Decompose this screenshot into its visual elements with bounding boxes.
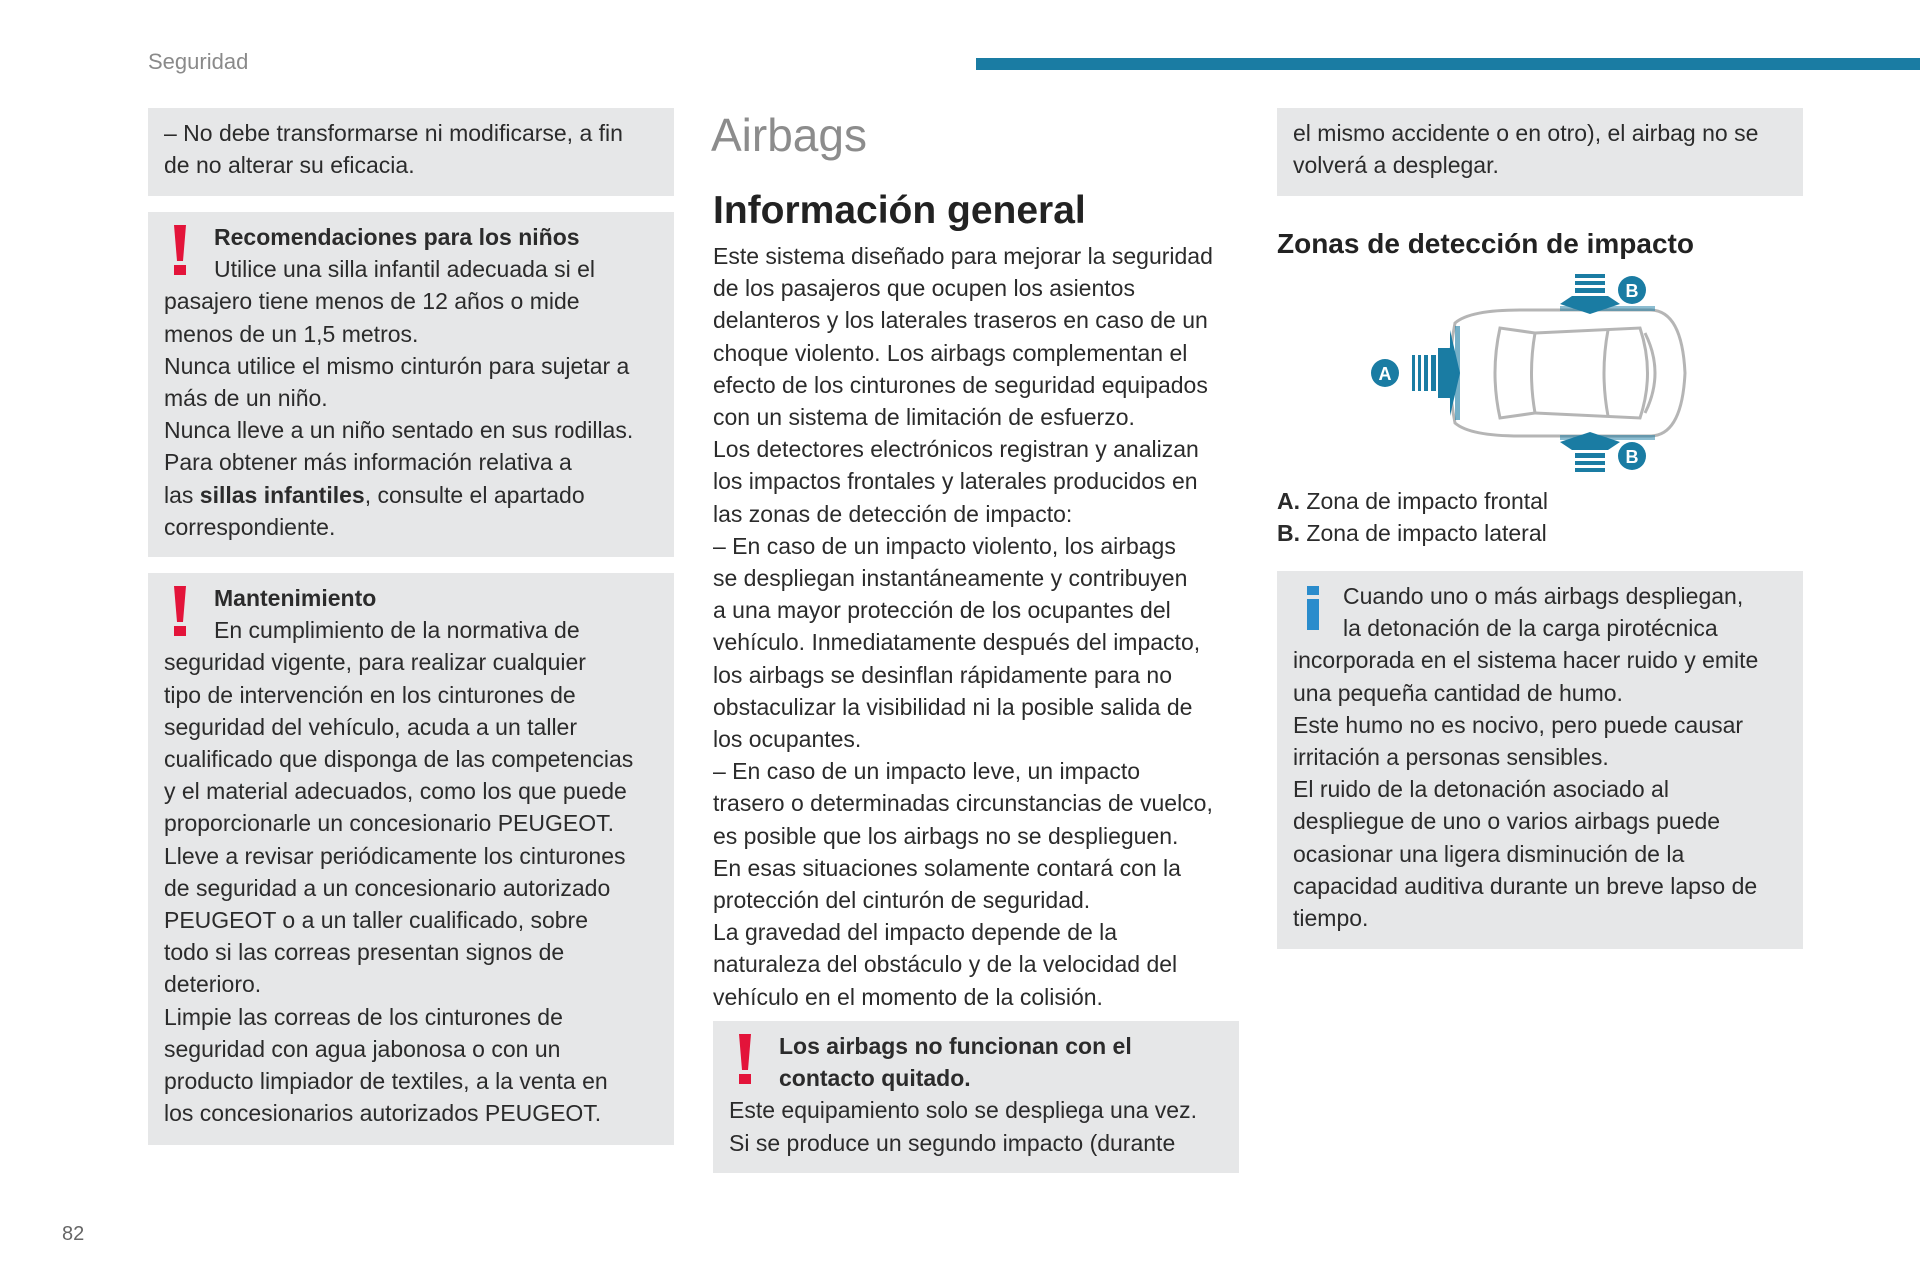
warning-box-children	[148, 212, 674, 557]
text-line: y el material adecuados, como los que puede	[164, 778, 627, 805]
text-line: El ruido de la detonación asociado al	[1293, 776, 1669, 803]
text-line: La gravedad del impacto depende de la	[713, 919, 1118, 946]
text-line: efecto de los cinturones de seguridad equipados	[713, 371, 1208, 398]
car-outline	[1450, 310, 1685, 436]
info-box-detonation	[1277, 571, 1803, 949]
impact-zones-heading: Zonas de detección de impacto	[1277, 228, 1694, 259]
note-box-continuation	[1277, 108, 1803, 196]
text-line: ocasionar una ligera disminución de la	[1293, 840, 1685, 867]
text-line: a una mayor protección de los ocupantes del	[713, 597, 1171, 624]
warning-title: Mantenimiento	[214, 585, 377, 611]
general-info-body	[713, 240, 1243, 1013]
text-line: los airbags se desinflan rápidamente para no	[713, 661, 1173, 688]
section-heading: Información general	[713, 189, 1086, 232]
text-line: las zonas de detección de impacto:	[713, 500, 1073, 527]
text-line: seguridad con agua jabonosa o con un	[164, 1035, 561, 1062]
text-line: Utilice una silla infantil adecuada si el	[214, 256, 595, 283]
text-line: es posible que los airbags no se desplieguen.	[713, 822, 1179, 849]
text-line: los ocupantes.	[713, 726, 862, 753]
text-line: irritación a personas sensibles.	[1293, 744, 1609, 771]
text-line: Si se produce un segundo impacto (durante	[729, 1129, 1176, 1156]
text-line: producto limpiador de textiles, a la venta en	[164, 1068, 608, 1095]
text-line: despliegue de uno o varios airbags puede	[1293, 808, 1721, 835]
impact-zones-diagram	[1360, 268, 1700, 478]
text-line: volverá a desplegar.	[1293, 152, 1499, 179]
warning-icon	[164, 221, 214, 285]
text-line: PEUGEOT o a un taller cualificado, sobre	[164, 907, 589, 934]
text-line: de seguridad a un concesionario autorizado	[164, 874, 611, 901]
text-line: seguridad vigente, para realizar cualquier	[164, 649, 586, 676]
note-box-modification	[148, 108, 674, 196]
legend-item-b: B. Zona de impacto lateral	[1277, 520, 1547, 547]
text-line: correspondiente.	[164, 513, 336, 540]
text-line: obstaculizar la visibilidad ni la posible salida de	[713, 693, 1193, 720]
text-line: con un sistema de limitación de esfuerzo.	[713, 404, 1135, 431]
legend-item-a: A. Zona de impacto frontal	[1277, 488, 1549, 514]
warning-box-ignition	[713, 1021, 1239, 1173]
text-line: menos de un 1,5 metros.	[164, 320, 419, 347]
text-line: Los detectores electrónicos registran y analizan	[713, 436, 1199, 463]
warning-icon	[729, 1030, 779, 1094]
text-line: capacidad auditiva durante un breve lapso de	[1293, 872, 1758, 899]
text-line: el mismo accidente o en otro), el airbag no se	[1293, 120, 1759, 146]
text-line: Los airbags no funcionan con el	[779, 1033, 1132, 1059]
label-b-bottom: B	[1625, 447, 1639, 467]
diagram-legend	[1277, 485, 1803, 549]
text-line: incorporada en el sistema hacer ruido y emite	[1293, 647, 1759, 674]
section-bar	[976, 58, 1920, 70]
text-line: – En caso de un impacto violento, los airbags	[713, 532, 1176, 559]
text-line: más de un niño.	[164, 385, 328, 412]
text-line: deterioro.	[164, 971, 262, 998]
text-line: seguridad del vehículo, acuda a un taller	[164, 713, 578, 740]
section-title: Seguridad	[148, 49, 249, 74]
text-line: trasero o determinadas circunstancias de vuelco,	[713, 790, 1213, 817]
text-line: de no alterar su eficacia.	[164, 152, 415, 179]
text-line: pasajero tiene menos de 12 años o mide	[164, 288, 580, 315]
child-seats-reference: sillas infantiles	[199, 481, 365, 508]
text-line: delanteros y los laterales traseros en caso de un	[713, 307, 1208, 334]
text-line: Nunca lleve a un niño sentado en sus rodillas.	[164, 417, 634, 444]
warning-box-maintenance	[148, 573, 674, 1145]
text-line: – En caso de un impacto leve, un impacto	[713, 758, 1141, 785]
page-number: 82	[62, 1223, 85, 1245]
text-line: una pequeña cantidad de humo.	[1293, 679, 1623, 706]
text-line: protección del cinturón de seguridad.	[713, 887, 1091, 914]
text-line: todo si las correas presentan signos de	[164, 939, 565, 966]
page-heading: Airbags	[711, 109, 867, 161]
text-line: vehículo. Inmediatamente después del impacto,	[713, 629, 1201, 656]
text-line: proporcionarle un concesionario PEUGEOT.	[164, 810, 615, 837]
text-line: choque violento. Los airbags complementan el	[713, 339, 1188, 366]
text-line: se despliegan instantáneamente y contribuyen	[713, 565, 1188, 592]
text-line: Este humo no es nocivo, pero puede causar	[1293, 711, 1744, 738]
text-line: Nunca utilice el mismo cinturón para sujetar a	[164, 352, 630, 379]
text-line: de los pasajeros que ocupen los asientos	[713, 275, 1135, 302]
text-line: cualificado que disponga de las competencias	[164, 746, 634, 773]
text-line: Lleve a revisar periódicamente los cinturones	[164, 842, 626, 869]
text-line: tipo de intervención en los cinturones de	[164, 681, 576, 708]
warning-icon	[164, 582, 214, 646]
label-b-top: B	[1625, 281, 1639, 301]
text-line: contacto quitado.	[779, 1065, 971, 1092]
text-line: naturaleza del obstáculo y de la velocidad del	[713, 951, 1178, 978]
text-line: vehículo en el momento de la colisión.	[713, 983, 1103, 1010]
text-line: Cuando uno o más airbags despliegan,	[1343, 583, 1744, 609]
text-line: – No debe transformarse ni modificarse, a fin	[164, 120, 623, 146]
text-line: En cumplimiento de la normativa de	[214, 617, 580, 644]
text-line: las sillas infantiles, consulte el apartado	[164, 481, 585, 508]
text-line: Este sistema diseñado para mejorar la seguridad	[713, 243, 1213, 269]
text-line: los concesionarios autorizados PEUGEOT.	[164, 1100, 602, 1127]
warning-title: Recomendaciones para los niños	[214, 224, 580, 250]
text-line: Limpie las correas de los cinturones de	[164, 1003, 563, 1030]
text-line: Para obtener más información relativa a	[164, 449, 572, 476]
info-icon	[1293, 580, 1343, 644]
text-line: Este equipamiento solo se despliega una vez.	[729, 1097, 1197, 1124]
text-line: En esas situaciones solamente contará con la	[713, 854, 1181, 881]
text-line: los impactos frontales y laterales producidos en	[713, 468, 1198, 495]
label-a: A	[1378, 364, 1392, 384]
text-line: tiempo.	[1293, 905, 1369, 932]
text-line: la detonación de la carga pirotécnica	[1343, 615, 1718, 642]
